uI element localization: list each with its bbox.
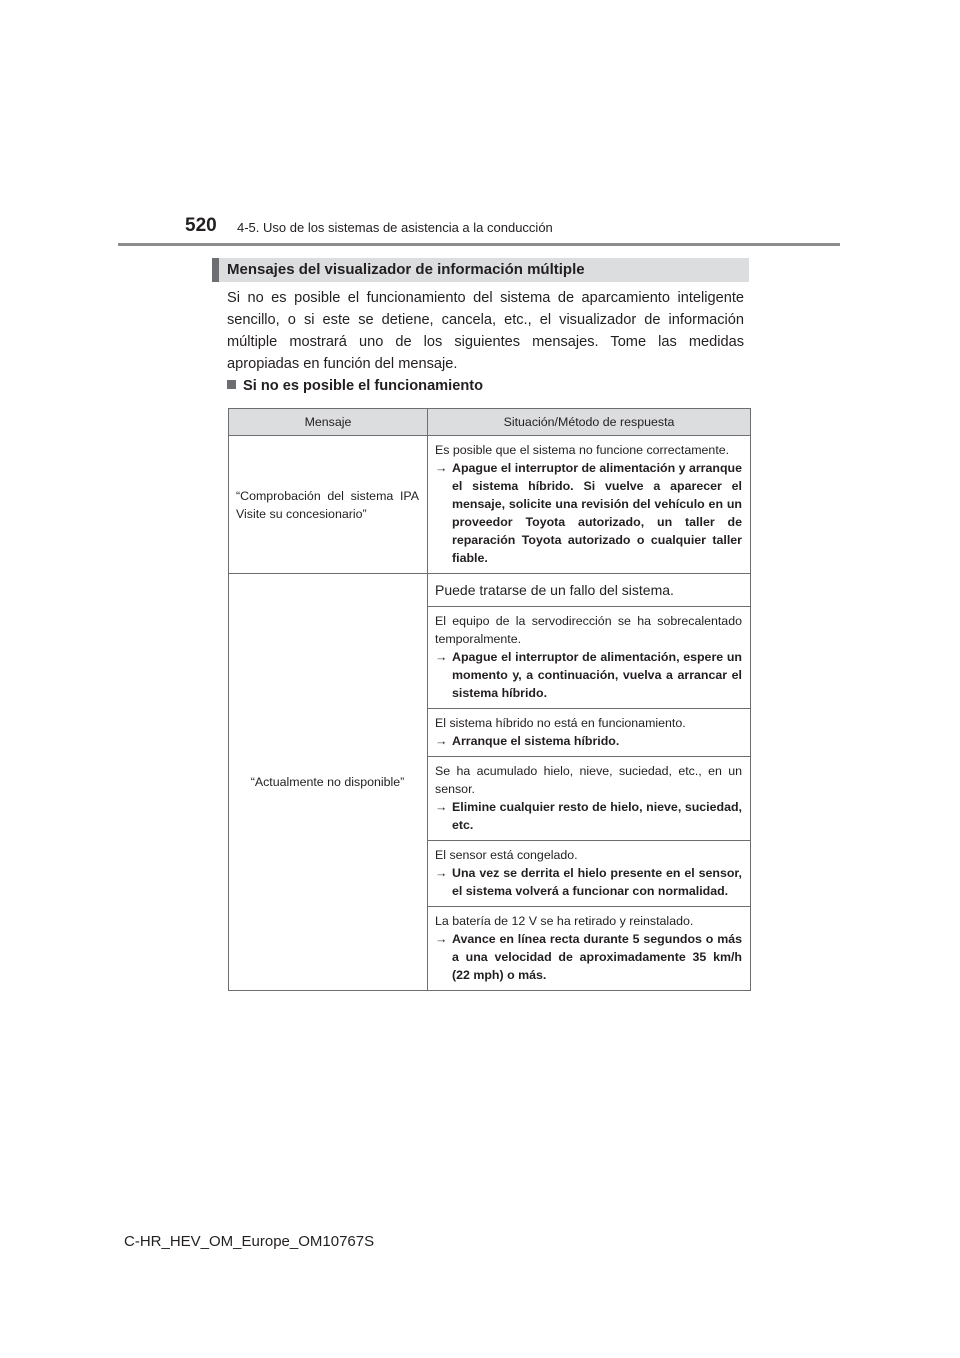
response-action-text: Una vez se derrita el hielo presente en el sensor, el sistema volverá a funcionar con normalidad. bbox=[452, 866, 742, 898]
situation-description: El sensor está congelado. bbox=[435, 848, 578, 862]
section-title: 4-5. Uso de los sistemas de asistencia a la conducción bbox=[237, 220, 553, 235]
response-action bbox=[435, 732, 742, 750]
subheading-text: Si no es posible el funcionamiento bbox=[243, 378, 484, 394]
document-code: C-HR_HEV_OM_Europe_OM10767S bbox=[124, 1233, 375, 1250]
response-action bbox=[435, 930, 742, 984]
situation-description: La batería de 12 V se ha retirado y reinstalado. bbox=[435, 914, 694, 928]
situation-cell bbox=[428, 757, 751, 841]
arrow-right-icon: → bbox=[435, 461, 448, 475]
square-bullet-icon bbox=[227, 380, 236, 389]
response-action-text: Apague el interruptor de alimentación y arranque el sistema híbrido. Si vuelve a aparecer el mensaje, solicite una revisión del vehículo en un proveedor Toyota autorizado, un taller de reparación Toyota autorizado o cualquier taller fiable. bbox=[452, 461, 742, 565]
table-header-row bbox=[229, 409, 751, 436]
situation-description: El equipo de la servodirección se ha sobrecalentado temporalmente. bbox=[435, 614, 742, 646]
table-row bbox=[229, 574, 751, 607]
response-action-text: Avance en línea recta durante 5 segundos o más a una velocidad de aproximadamente 35 km/h (22 mph) o más. bbox=[452, 932, 742, 982]
arrow-right-icon: → bbox=[435, 800, 448, 814]
intro-paragraph: Si no es posible el funcionamiento del sistema de aparcamiento inteligente sencillo, o si este se detiene, cancela, etc., el visualizador de información múltiple mostrará uno de los siguientes mensajes. Tome las medidas apropiadas en función del mensaje. bbox=[227, 290, 744, 372]
situation-cell bbox=[428, 607, 751, 709]
response-action-text: Elimine cualquier resto de hielo, nieve, suciedad, etc. bbox=[452, 800, 742, 832]
situation-cell bbox=[428, 436, 751, 574]
page-number: 520 bbox=[185, 215, 217, 236]
message-cell: “Actualmente no disponible” bbox=[229, 574, 428, 991]
arrow-right-icon: → bbox=[435, 932, 448, 946]
arrow-right-icon: → bbox=[435, 650, 448, 664]
response-action-text: Arranque el sistema híbrido. bbox=[452, 734, 620, 748]
response-action bbox=[435, 459, 742, 567]
situation-cell bbox=[428, 709, 751, 757]
section-heading: Mensajes del visualizador de información múltiple bbox=[212, 258, 749, 282]
table-row bbox=[229, 436, 751, 574]
response-action-text: Apague el interruptor de alimentación, espere un momento y, a continuación, vuelva a arrancar el sistema híbrido. bbox=[452, 650, 742, 700]
response-action bbox=[435, 798, 742, 834]
situation-description: El sistema híbrido no está en funcionamiento. bbox=[435, 716, 686, 730]
situation-cell bbox=[428, 841, 751, 907]
arrow-right-icon: → bbox=[435, 734, 448, 748]
message-cell: “Comprobación del sistema IPA Visite su concesionario” bbox=[229, 436, 428, 574]
situation-cell bbox=[428, 574, 751, 607]
response-action bbox=[435, 648, 742, 702]
subheading bbox=[227, 376, 483, 396]
header-divider bbox=[118, 243, 840, 246]
situation-description: Es posible que el sistema no funcione correctamente. bbox=[435, 443, 730, 457]
arrow-right-icon: → bbox=[435, 866, 448, 880]
column-header-message: Mensaje bbox=[229, 409, 428, 436]
situation-description: Se ha acumulado hielo, nieve, suciedad, etc., en un sensor. bbox=[435, 764, 742, 796]
situation-description: Puede tratarse de un fallo del sistema. bbox=[435, 582, 674, 598]
response-action bbox=[435, 864, 742, 900]
message-table bbox=[228, 408, 751, 991]
situation-cell bbox=[428, 907, 751, 991]
column-header-situation: Situación/Método de respuesta bbox=[428, 409, 751, 436]
